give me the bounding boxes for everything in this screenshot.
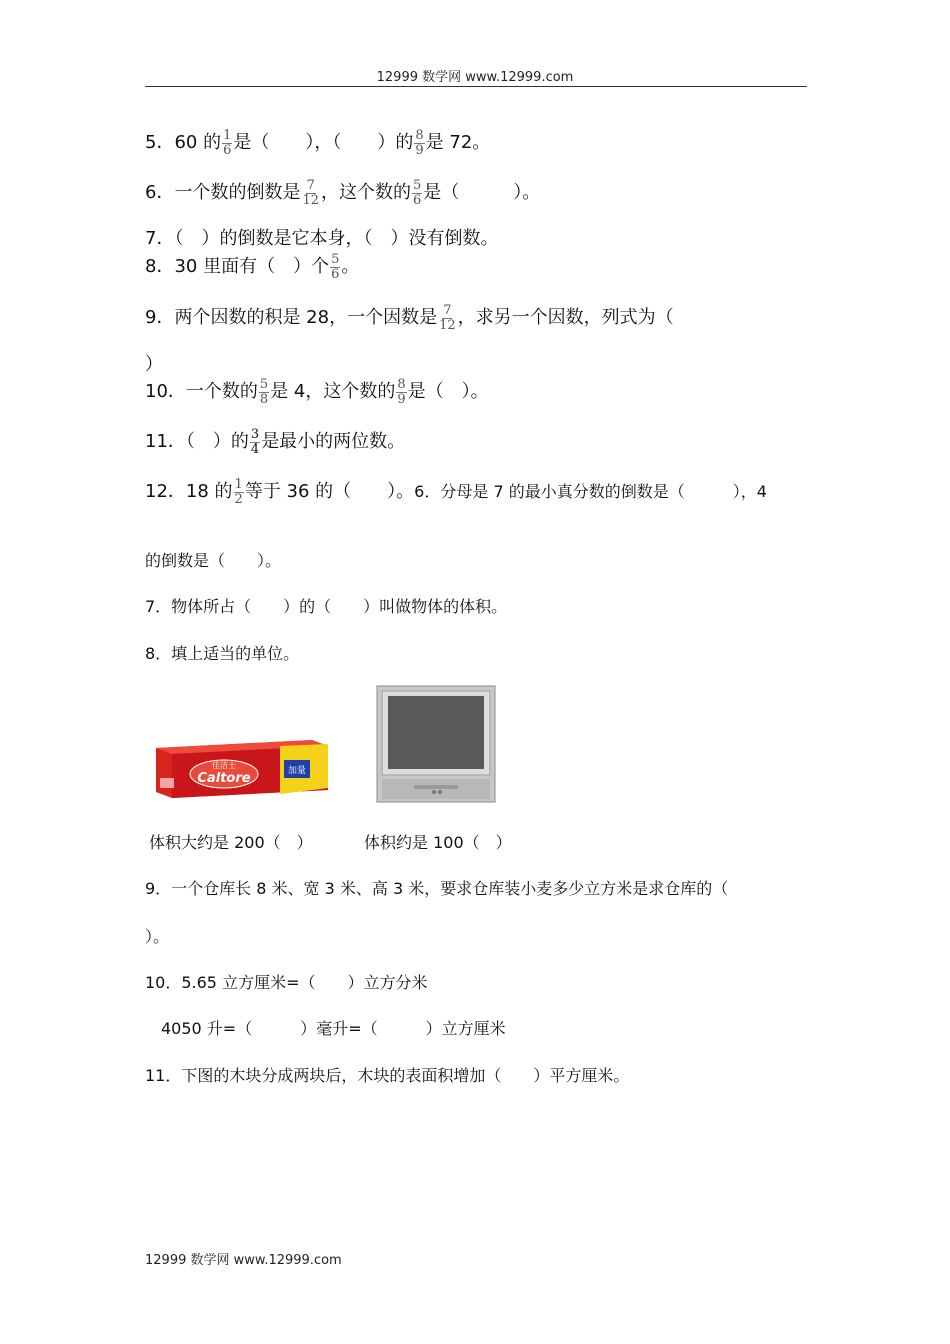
toothpaste-brand-cn: 佳洁士 (212, 761, 236, 770)
q12-text-c: 6．分母是 7 的最小真分数的倒数是（ ），4 (414, 482, 767, 501)
q9-text-a: 9．两个因数的积是 28，一个因数是 (145, 307, 438, 328)
caption-right: 体积约是 100（ ） (364, 833, 512, 852)
question-9-cont: ） (145, 354, 163, 375)
q5-text-c: 是 72。 (425, 132, 491, 153)
fraction: $\frac{1}{6}$ (223, 127, 232, 158)
q10-text-a: 10．一个数的 (145, 381, 258, 402)
fraction: $\frac{8}{9}$ (397, 376, 406, 407)
q8-text-a: 8．30 里面有（ ）个 (145, 256, 330, 277)
q6-text-a: 6．一个数的倒数是 (145, 182, 301, 203)
fraction: $\frac{3}{4}$ (250, 426, 260, 457)
q11-text-b: 是最小的两位数。 (261, 431, 406, 452)
question-12 (145, 477, 767, 507)
q6-text-b: ，这个数的 (321, 182, 411, 203)
question-8 (145, 252, 359, 282)
question-10 (145, 377, 489, 407)
question-11-block: 11．下图的木块分成两块后，木块的表面积增加（ ）平方厘米。 (145, 1066, 630, 1085)
question-10-conversion: 10．5.65 立方厘米=（ ）立方分米 (145, 973, 428, 992)
q9-text-b: ，求另一个因数，列式为（ (457, 307, 674, 328)
question-5 (145, 128, 490, 158)
q5-text-a: 5．60 的 (145, 132, 222, 153)
question-8-units: 8．填上适当的单位。 (145, 644, 300, 663)
question-11 (145, 427, 405, 457)
toothpaste-badge: 加量 (287, 766, 307, 776)
question-7-volume: 7．物体所占（ ）的（ ）叫做物体的体积。 (145, 597, 508, 616)
question-6 (145, 178, 540, 208)
question-9-warehouse-cont: ）。 (145, 927, 170, 946)
page-header: 12999 数学网 www.12999.com (376, 70, 574, 85)
q10-text-c: 是（ ）。 (407, 381, 489, 402)
q11-text-a: 11．（ ）的 (145, 431, 249, 452)
fraction: $\frac{7}{12}$ (302, 177, 319, 208)
toothpaste-brand: Caltore (197, 771, 251, 786)
q6-text-c: 是（ ）。 (423, 182, 541, 203)
television-image (376, 685, 496, 803)
toothpaste-box-image (152, 738, 330, 800)
q5-text-b: 是（ ），（ ）的 (233, 132, 414, 153)
q8-text-b: 。 (341, 256, 360, 277)
fraction: $\frac{5}{8}$ (259, 376, 269, 407)
question-12-cont: 的倒数是（ ）。 (145, 551, 282, 570)
q10-text-b: 是 4，这个数的 (270, 381, 396, 402)
page-footer: 12999 数学网 www.12999.com (145, 1253, 342, 1268)
fraction: $\frac{1}{2}$ (234, 476, 243, 507)
fraction: $\frac{5}{6}$ (413, 177, 422, 208)
header-rule (145, 86, 807, 87)
fraction: $\frac{7}{12}$ (439, 302, 456, 333)
caption-left: 体积大约是 200（ ） (149, 833, 313, 852)
question-9-warehouse: 9．一个仓库长 8 米、宽 3 米、高 3 米，要求仓库装小麦多少立方米是求仓库的（ (145, 879, 729, 898)
fraction: $\frac{5}{6}$ (331, 251, 340, 282)
question-10-conversion-b: 4050 升=（ ）毫升=（ ）立方厘米 (161, 1019, 506, 1038)
q12-text-b: 等于 36 的（ ）。 (244, 481, 415, 502)
q12-text-a: 12．18 的 (145, 481, 233, 502)
question-9 (145, 303, 674, 333)
fraction: $\frac{8}{9}$ (415, 127, 424, 158)
question-7: 7．（ ）的倒数是它本身，（ ）没有倒数。 (145, 228, 499, 249)
